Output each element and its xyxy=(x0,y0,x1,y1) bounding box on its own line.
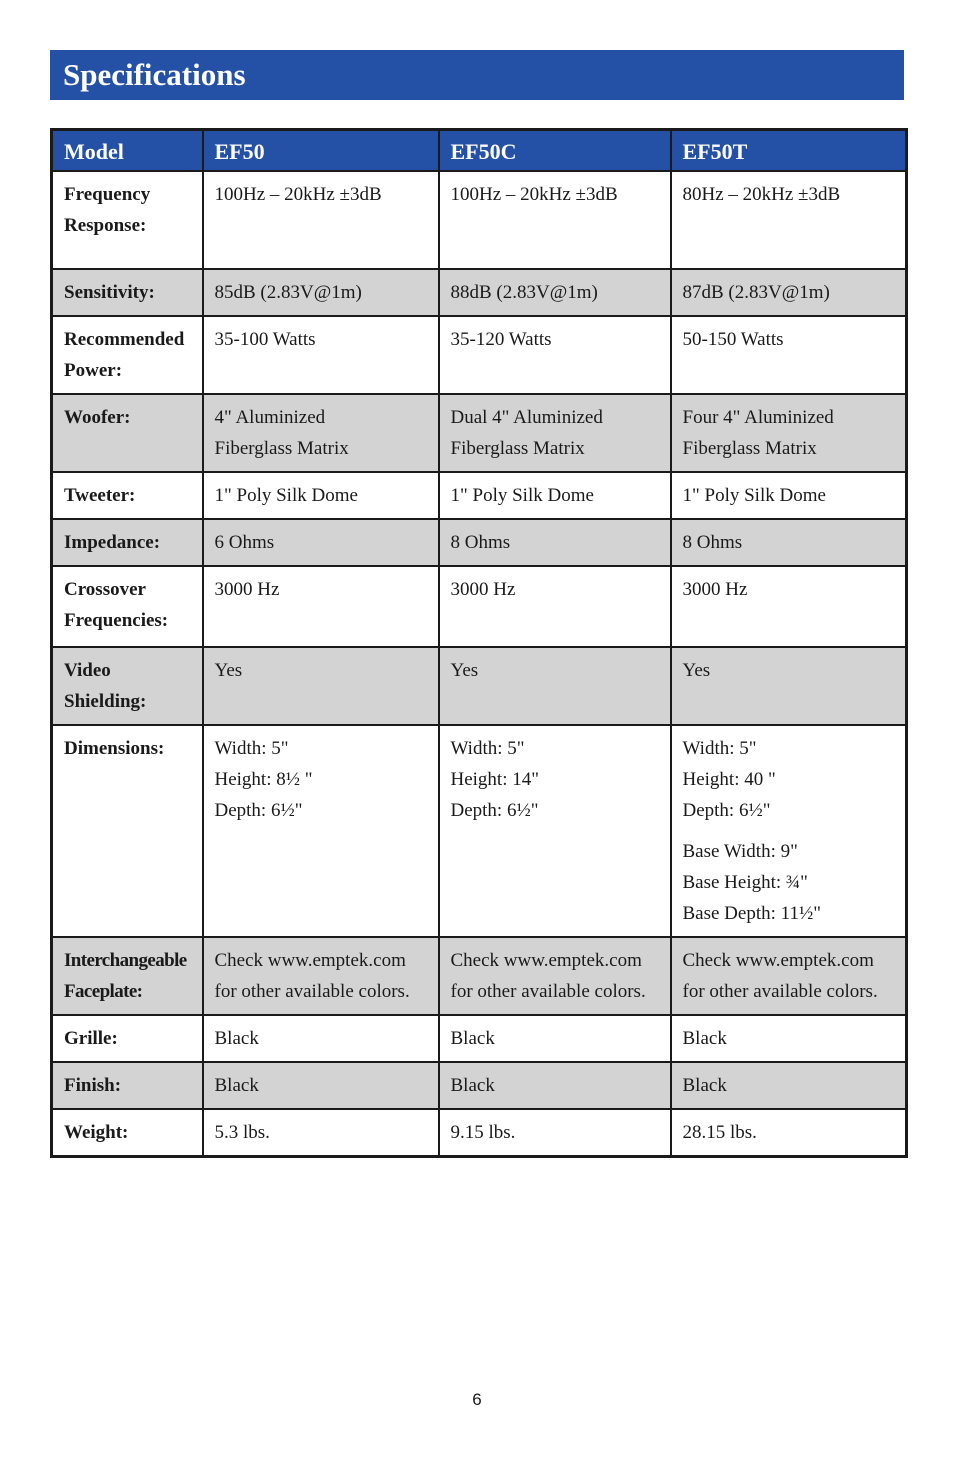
row-label-line: Video xyxy=(64,660,111,681)
page-title: Specifications xyxy=(63,57,246,92)
cell-ef50c xyxy=(439,1062,671,1109)
cell-ef50 xyxy=(203,937,439,1015)
cell-line: Black xyxy=(214,1028,259,1049)
table-row xyxy=(52,1015,907,1062)
row-label-line: Shielding: xyxy=(64,691,147,712)
cell-line: Black xyxy=(450,1075,495,1096)
cell-ef50t xyxy=(671,519,907,566)
header-ef50c: EF50C xyxy=(439,130,671,172)
page-number: 6 xyxy=(472,1390,482,1409)
section-banner xyxy=(50,50,904,100)
table-row xyxy=(52,269,907,316)
table-row xyxy=(52,316,907,394)
cell-ef50 xyxy=(203,269,439,316)
cell-line: Yes xyxy=(450,660,479,681)
cell-line: Base Depth: 11½" xyxy=(682,903,821,924)
cell-line: Height: 8½ " xyxy=(214,769,313,790)
cell-line: for other available colors. xyxy=(214,981,410,1002)
row-label xyxy=(52,394,203,472)
row-label-line: Finish: xyxy=(64,1075,122,1096)
row-label-line: Sensitivity: xyxy=(64,282,155,303)
row-label-line: Impedance: xyxy=(64,532,161,553)
table-row xyxy=(52,647,907,725)
cell-ef50c xyxy=(439,269,671,316)
cell-ef50t xyxy=(671,472,907,519)
row-label-line: Grille: xyxy=(64,1028,118,1049)
cell-ef50c xyxy=(439,1015,671,1062)
cell-line: for other available colors. xyxy=(682,981,878,1002)
cell-ef50 xyxy=(203,1062,439,1109)
cell-ef50c xyxy=(439,937,671,1015)
cell-ef50c xyxy=(439,1109,671,1157)
cell-line: Width: 5" xyxy=(682,738,757,759)
row-label-line: Recommended xyxy=(64,329,185,350)
cell-line: 88dB (2.83V@1m) xyxy=(450,282,598,303)
cell-ef50t xyxy=(671,394,907,472)
row-label xyxy=(52,269,203,316)
table-row xyxy=(52,937,907,1015)
cell-ef50 xyxy=(203,566,439,647)
cell-line: Width: 5" xyxy=(450,738,525,759)
cell-ef50t xyxy=(671,1109,907,1157)
cell-line: Check www.emptek.com xyxy=(214,950,406,971)
cell-ef50 xyxy=(203,394,439,472)
row-label-line: Frequency xyxy=(64,184,151,205)
row-label xyxy=(52,725,203,937)
cell-line: 35-120 Watts xyxy=(450,329,552,350)
cell-line: Dual 4" Aluminized xyxy=(450,407,603,428)
cell-ef50t xyxy=(671,171,907,269)
cell-line: 80Hz – 20kHz ±3dB xyxy=(682,184,841,205)
cell-line: Black xyxy=(214,1075,259,1096)
header-model: Model xyxy=(52,130,203,172)
cell-line: 6 Ohms xyxy=(214,532,275,553)
cell-line: Height: 14" xyxy=(450,769,539,790)
cell-ef50t xyxy=(671,647,907,725)
row-label-line: Frequencies: xyxy=(64,610,169,631)
row-label xyxy=(52,1109,203,1157)
cell-ef50t xyxy=(671,316,907,394)
row-label-line: Tweeter: xyxy=(64,485,136,506)
cell-ef50 xyxy=(203,316,439,394)
cell-ef50c xyxy=(439,647,671,725)
cell-line: 9.15 lbs. xyxy=(450,1122,516,1143)
row-label xyxy=(52,647,203,725)
cell-line: Four 4" Aluminized xyxy=(682,407,834,428)
header-ef50: EF50 xyxy=(203,130,439,172)
cell-line: 100Hz – 20kHz ±3dB xyxy=(450,184,618,205)
row-label-line: Response: xyxy=(64,215,147,236)
row-label xyxy=(52,519,203,566)
cell-ef50c xyxy=(439,394,671,472)
cell-line: 4" Aluminized xyxy=(214,407,326,428)
cell-ef50 xyxy=(203,1109,439,1157)
cell-line: Fiberglass Matrix xyxy=(214,438,349,459)
cell-line: Black xyxy=(450,1028,495,1049)
cell-line: Check www.emptek.com xyxy=(682,950,874,971)
cell-line: 8 Ohms xyxy=(450,532,511,553)
table-row xyxy=(52,1109,907,1157)
cell-line: 1" Poly Silk Dome xyxy=(450,485,594,506)
cell-ef50 xyxy=(203,472,439,519)
cell-line: Depth: 6½" xyxy=(214,800,303,821)
row-label-line: Dimensions: xyxy=(64,738,165,759)
cell-ef50c xyxy=(439,725,671,937)
cell-line: Yes xyxy=(214,660,243,681)
cell-ef50 xyxy=(203,647,439,725)
header-ef50t: EF50T xyxy=(671,130,907,172)
cell-ef50 xyxy=(203,171,439,269)
cell-line: 87dB (2.83V@1m) xyxy=(682,282,830,303)
table-row xyxy=(52,171,907,269)
row-label xyxy=(52,566,203,647)
cell-line: Base Height: ¾" xyxy=(682,872,808,893)
cell-line: 28.15 lbs. xyxy=(682,1122,757,1143)
cell-ef50t xyxy=(671,269,907,316)
table-row xyxy=(52,394,907,472)
cell-line: 50-150 Watts xyxy=(682,329,784,350)
row-label xyxy=(52,937,203,1015)
cell-ef50t xyxy=(671,1062,907,1109)
table-row xyxy=(52,566,907,647)
cell-line: Depth: 6½" xyxy=(450,800,539,821)
cell-line: Black xyxy=(682,1075,727,1096)
table-row xyxy=(52,472,907,519)
cell-ef50 xyxy=(203,519,439,566)
table-row xyxy=(52,519,907,566)
cell-line: Base Width: 9" xyxy=(682,841,798,862)
cell-line: Black xyxy=(682,1028,727,1049)
cell-ef50c xyxy=(439,316,671,394)
row-label-line: Weight: xyxy=(64,1122,129,1143)
cell-ef50t xyxy=(671,566,907,647)
row-label xyxy=(52,316,203,394)
cell-ef50c xyxy=(439,171,671,269)
cell-line: Height: 40 " xyxy=(682,769,776,790)
row-label xyxy=(52,472,203,519)
cell-ef50t xyxy=(671,937,907,1015)
cell-ef50c xyxy=(439,566,671,647)
cell-ef50c xyxy=(439,472,671,519)
cell-line: Width: 5" xyxy=(214,738,289,759)
cell-ef50 xyxy=(203,725,439,937)
row-label-line: Power: xyxy=(64,360,123,381)
cell-ef50 xyxy=(203,1015,439,1062)
cell-line: 100Hz – 20kHz ±3dB xyxy=(214,184,382,205)
row-label-line: Interchangeable xyxy=(64,950,187,971)
base-dimensions xyxy=(683,836,896,929)
cell-line: 3000 Hz xyxy=(682,579,748,600)
row-label-line: Crossover xyxy=(64,579,146,600)
cell-ef50t xyxy=(671,1015,907,1062)
table-header-row xyxy=(52,130,907,172)
cell-line: Fiberglass Matrix xyxy=(682,438,817,459)
cell-line: 35-100 Watts xyxy=(214,329,316,350)
cell-line: 5.3 lbs. xyxy=(214,1122,270,1143)
cell-line: 3000 Hz xyxy=(450,579,516,600)
cell-line: 1" Poly Silk Dome xyxy=(214,485,358,506)
spec-table xyxy=(50,128,908,1158)
row-label xyxy=(52,1015,203,1062)
cell-line: Check www.emptek.com xyxy=(450,950,642,971)
row-label xyxy=(52,171,203,269)
row-label-line: Faceplate: xyxy=(64,981,143,1002)
row-label-line: Woofer: xyxy=(64,407,131,428)
cell-line: 8 Ohms xyxy=(682,532,743,553)
cell-line: for other available colors. xyxy=(450,981,646,1002)
cell-line: Fiberglass Matrix xyxy=(450,438,585,459)
cell-line: 3000 Hz xyxy=(214,579,280,600)
cell-line: 1" Poly Silk Dome xyxy=(682,485,826,506)
cell-ef50c xyxy=(439,519,671,566)
row-label xyxy=(52,1062,203,1109)
table-row xyxy=(52,1062,907,1109)
cell-line: Yes xyxy=(682,660,711,681)
table-row xyxy=(52,725,907,937)
cell-line: Depth: 6½" xyxy=(682,800,771,821)
cell-ef50t xyxy=(671,725,907,937)
cell-line: 85dB (2.83V@1m) xyxy=(214,282,362,303)
